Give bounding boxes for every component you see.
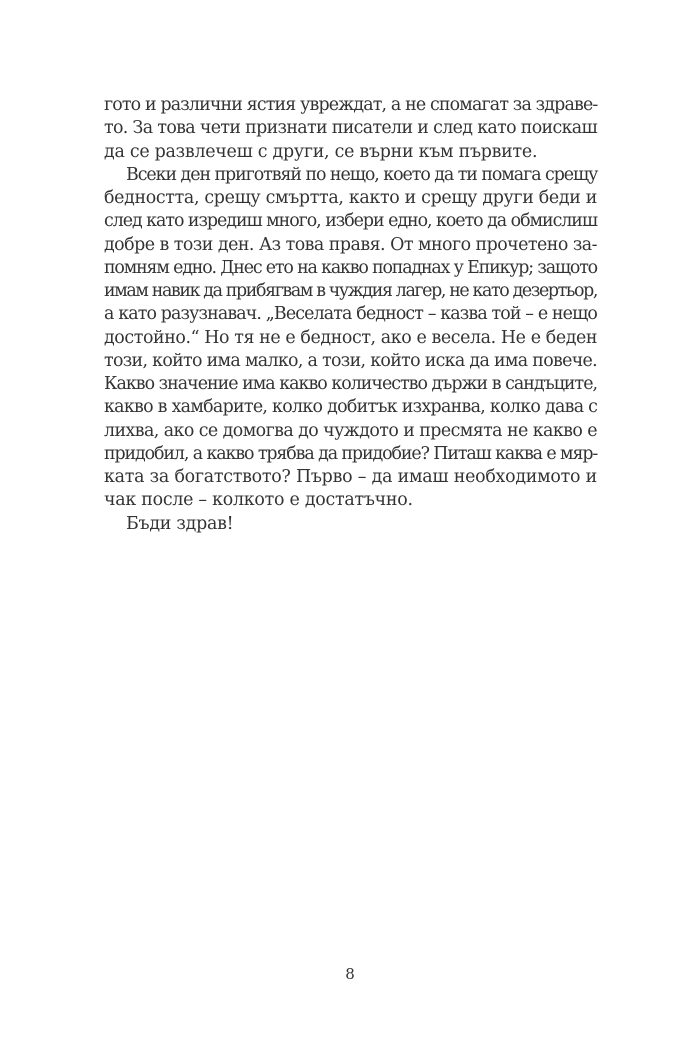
text-line: то. За това чети признати писатели и след като поискаш — [104, 118, 597, 139]
body-text — [104, 94, 597, 536]
text-line: добре в този ден. Аз това правя. От много прочетено за- — [104, 234, 597, 255]
text-line: какво в хамбарите, колко добитък изхранва, колко дава с — [104, 397, 598, 418]
text-line: Всеки ден приготвяй по нещо, което да ти помага срещу — [126, 164, 598, 185]
page-number: 8 — [345, 965, 355, 983]
text-line: този, който има малко, а този, който иска да има повече. — [104, 350, 597, 371]
text-line: да се развлечеш с други, се върни към първите. — [104, 141, 538, 162]
text-line: Какво значение има какво количество държи в сандъците, — [104, 374, 598, 394]
text-line: придобил, а какво трябва да придобие? Питаш каква е мяр- — [104, 443, 598, 464]
text-line: лихва, ако се домогва до чуждото и пресмята не какво е — [104, 420, 597, 441]
text-line: имам навик да прибягвам в чуждия лагер, не като дезертьор, — [104, 281, 597, 301]
text-line: гото и различни ястия увреждат, а не спомагат за здраве- — [104, 95, 598, 115]
text-line: ката за богатството? Първо – да имаш необходимото и — [104, 467, 597, 487]
text-line: а като разузнавач. „Веселата бедност – казва той – е нещо — [104, 304, 597, 325]
text-line: чак после – колкото е достатъчно. — [104, 490, 413, 511]
text-line: бедността, срещу смъртта, както и срещу други беди и — [104, 188, 597, 208]
text-line: помням едно. Днес ето на какво попаднах у Епикур; защото — [104, 257, 597, 278]
text-line: Бъди здрав! — [126, 513, 234, 534]
text-line: след като изредиш много, избери едно, което да обмислиш — [104, 211, 597, 232]
text-line: достойно.“ Но тя не е бедност, ако е весела. Не е беден — [104, 327, 598, 348]
